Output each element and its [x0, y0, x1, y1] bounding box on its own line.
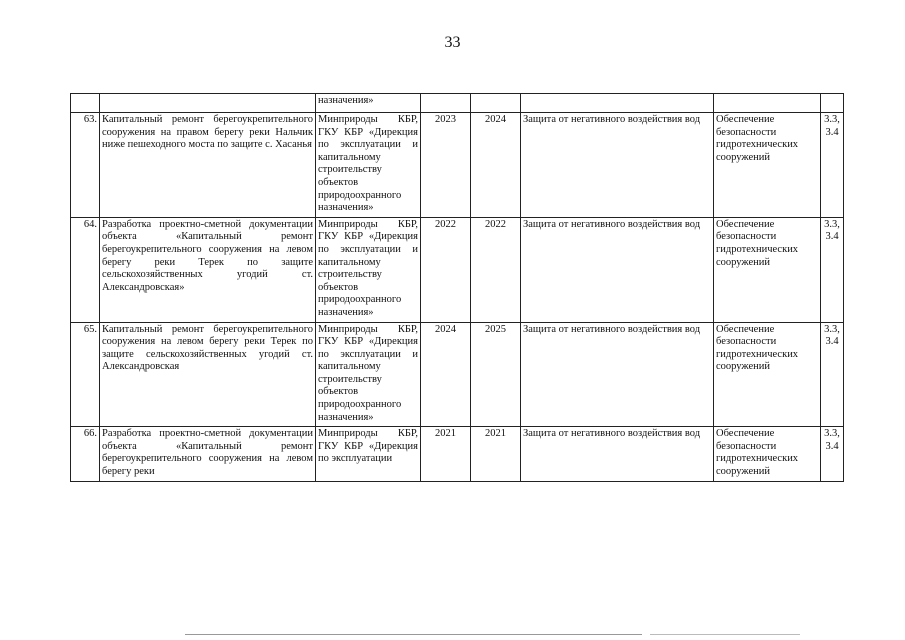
executor: Минприроды КБР, ГКУ КБР «Дирекция по эксплуатации и капитальному строительству объектов природоохранного назначения» [316, 113, 421, 218]
footer-rule [650, 634, 800, 635]
cell-end [471, 94, 521, 113]
cell-name [100, 94, 316, 113]
page-number: 33 [444, 34, 461, 51]
measure-name: Капитальный ремонт берегоукрепительного сооружения на левом берегу реки Терек по защите сельскохозяйственных угодий ст. Александровская [100, 322, 316, 427]
measure-name: Разработка проектно-сметной документации объекта «Капитальный ремонт берегоукрепительного сооружения на левом берегу реки [100, 427, 316, 481]
program-table [70, 93, 844, 482]
footer-rule [185, 634, 642, 635]
table-row [71, 217, 844, 322]
start-year: 2024 [421, 322, 471, 427]
cell-executor: назначения» [316, 94, 421, 113]
end-year: 2025 [471, 322, 521, 427]
table-row [71, 113, 844, 218]
code: 3.3, 3.4 [821, 217, 844, 322]
goal: Обеспечение безопасности гидротехнических сооружений [714, 427, 821, 481]
start-year: 2021 [421, 427, 471, 481]
table-row [71, 322, 844, 427]
table-row [71, 427, 844, 481]
task: Защита от негативного воздействия вод [521, 427, 714, 481]
executor: Минприроды КБР, ГКУ КБР «Дирекция по эксплуатации и капитальному строительству объектов природоохранного назначения» [316, 217, 421, 322]
measure-name: Капитальный ремонт берегоукрепительного сооружения на правом берегу реки Нальчик ниже пешеходного моста по защите с. Хасанья [100, 113, 316, 218]
row-number: 64. [71, 217, 100, 322]
end-year: 2022 [471, 217, 521, 322]
start-year: 2023 [421, 113, 471, 218]
cell-task [521, 94, 714, 113]
code: 3.3, 3.4 [821, 113, 844, 218]
executor: Минприроды КБР, ГКУ КБР «Дирекция по эксплуатации [316, 427, 421, 481]
code: 3.3, 3.4 [821, 322, 844, 427]
cell-start [421, 94, 471, 113]
row-number: 65. [71, 322, 100, 427]
task: Защита от негативного воздействия вод [521, 217, 714, 322]
task: Защита от негативного воздействия вод [521, 322, 714, 427]
code: 3.3, 3.4 [821, 427, 844, 481]
task: Защита от негативного воздействия вод [521, 113, 714, 218]
goal: Обеспечение безопасности гидротехнических сооружений [714, 113, 821, 218]
cell-code [821, 94, 844, 113]
row-number: 63. [71, 113, 100, 218]
goal: Обеспечение безопасности гидротехнических сооружений [714, 217, 821, 322]
cell-num [71, 94, 100, 113]
table-row-continued [71, 94, 844, 113]
measure-name: Разработка проектно-сметной документации объекта «Капитальный ремонт берегоукрепительного сооружения на левом берегу реки Терек по защите сельскохозяйственных угодий ст. Александровская» [100, 217, 316, 322]
end-year: 2024 [471, 113, 521, 218]
goal: Обеспечение безопасности гидротехнических сооружений [714, 322, 821, 427]
executor: Минприроды КБР, ГКУ КБР «Дирекция по эксплуатации и капитальному строительству объектов природоохранного назначения» [316, 322, 421, 427]
start-year: 2022 [421, 217, 471, 322]
end-year: 2021 [471, 427, 521, 481]
row-number: 66. [71, 427, 100, 481]
cell-goal [714, 94, 821, 113]
